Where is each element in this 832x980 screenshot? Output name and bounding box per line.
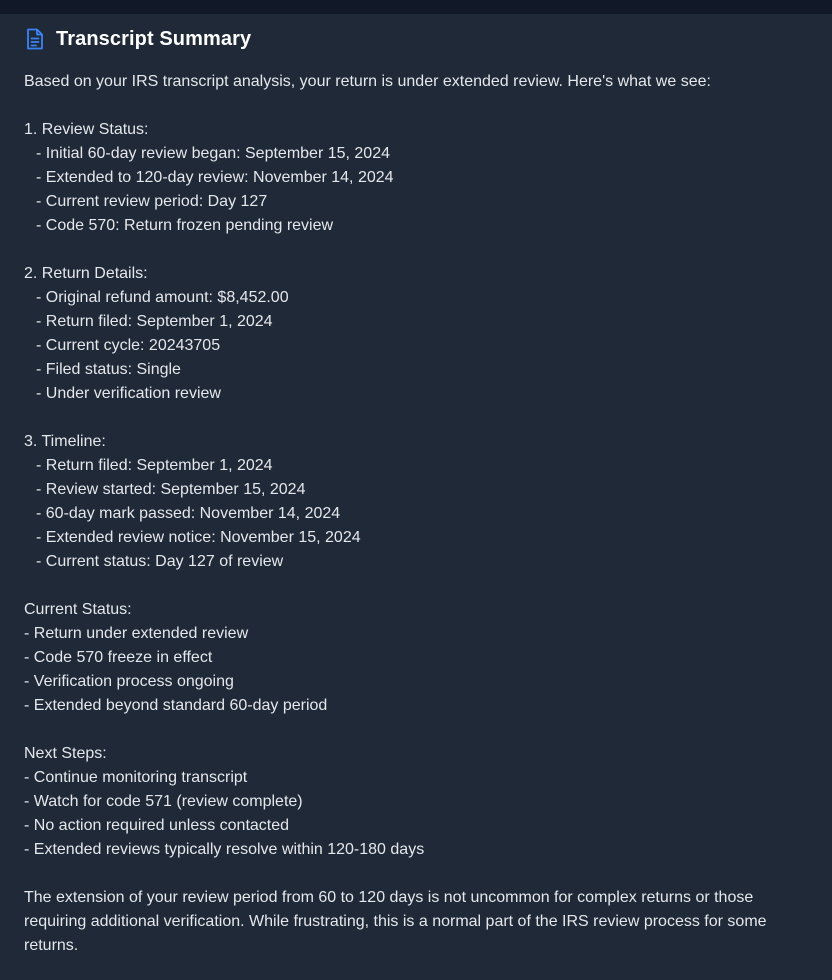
- list-item: - Watch for code 571 (review complete): [24, 793, 303, 810]
- list-item: - No action required unless contacted: [24, 817, 290, 834]
- list-item: - Extended review notice: November 15, 2024: [36, 529, 361, 546]
- list-item: - Return filed: September 1, 2024: [36, 457, 273, 474]
- list-item: - Extended reviews typically resolve within 120-180 days: [24, 841, 425, 858]
- list-item: - Under verification review: [36, 385, 221, 402]
- document-icon: [24, 27, 46, 51]
- card-header: [24, 26, 251, 52]
- list-item: - Return under extended review: [24, 625, 249, 642]
- list-item: - Return filed: September 1, 2024: [36, 313, 273, 330]
- list-item: - Original refund amount: $8,452.00: [36, 289, 289, 306]
- list-item: - Review started: September 15, 2024: [36, 481, 306, 498]
- section-return-details: [24, 262, 794, 406]
- top-bar: [0, 0, 832, 14]
- section-heading: Current Status:: [24, 601, 132, 618]
- section-heading: Next Steps:: [24, 745, 107, 762]
- section-heading: 1. Review Status:: [24, 121, 149, 138]
- list-item: - Filed status: Single: [36, 361, 181, 378]
- summary-content: [24, 70, 794, 958]
- section-timeline: [24, 430, 794, 574]
- list-item: - Extended to 120-day review: November 14, 2024: [36, 169, 394, 186]
- list-item: - Current status: Day 127 of review: [36, 553, 284, 570]
- list-item: - Verification process ongoing: [24, 673, 234, 690]
- list-item: - Code 570 freeze in effect: [24, 649, 213, 666]
- list-item: - Initial 60-day review began: September 15, 2024: [36, 145, 390, 162]
- transcript-summary-card: [0, 14, 832, 980]
- card-title: Transcript Summary: [56, 27, 252, 50]
- closing-paragraph: The extension of your review period from 60 to 120 days is not uncommon for complex returns or those requiring additional verification. While frustrating, this is a normal part of the IRS review process for some returns.: [24, 889, 767, 954]
- list-item: - Continue monitoring transcript: [24, 769, 248, 786]
- section-heading: 3. Timeline:: [24, 433, 106, 450]
- section-review-status: [24, 118, 794, 238]
- section-next-steps: [24, 742, 794, 862]
- list-item: - Current cycle: 20243705: [36, 337, 221, 354]
- list-item: - Extended beyond standard 60-day period: [24, 697, 328, 714]
- list-item: - Code 570: Return frozen pending review: [36, 217, 334, 234]
- section-current-status: [24, 598, 794, 718]
- section-heading: 2. Return Details:: [24, 265, 148, 282]
- list-item: - 60-day mark passed: November 14, 2024: [36, 505, 341, 522]
- list-item: - Current review period: Day 127: [36, 193, 268, 210]
- intro-text: Based on your IRS transcript analysis, your return is under extended review. Here's what we see:: [24, 73, 711, 90]
